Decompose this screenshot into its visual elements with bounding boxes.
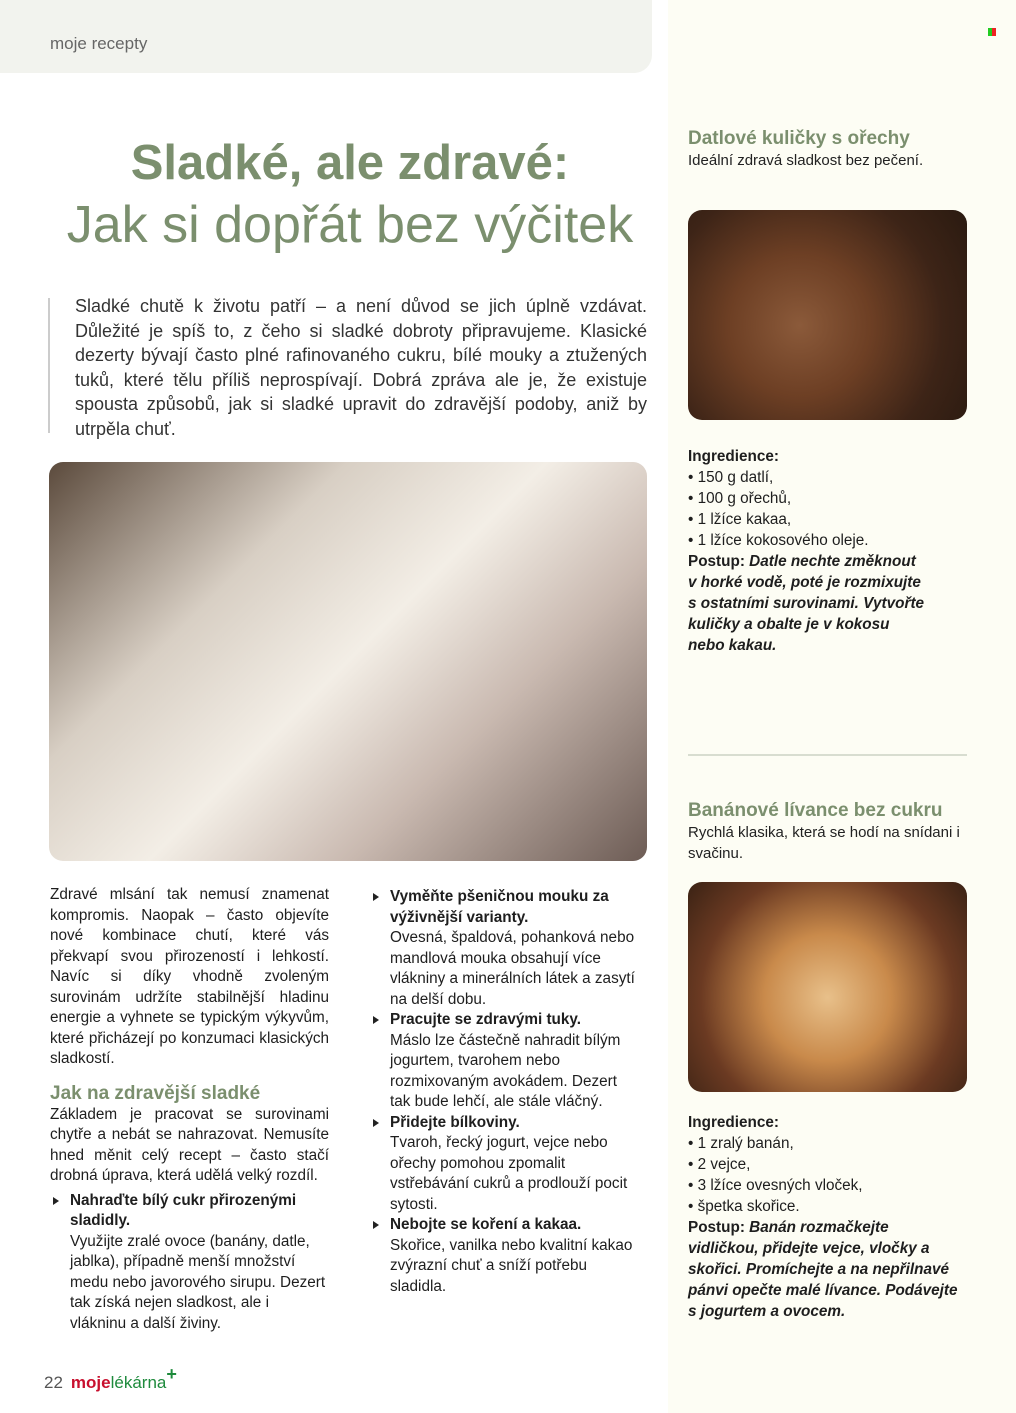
ingredient: • 3 lžíce ovesných vloček,: [688, 1177, 863, 1194]
method-label: Postup:: [688, 553, 745, 570]
brand-logo: mojelékárna+: [70, 1364, 177, 1392]
column-left: [50, 885, 329, 1334]
ingredients-label: Ingredience:: [688, 448, 779, 465]
ingredients-label: Ingredience:: [688, 1114, 779, 1131]
ingredient: • 1 lžíce kokosového oleje.: [688, 532, 869, 549]
tip-title: Nahraďte bílý cukr přirozenými sladidly.: [70, 1191, 297, 1229]
method-text: Banán rozmačkejte vidličkou, přidejte vejce, vločky a skořici. Promíchejte a na nepřilnavé pánvi opečte malé lívance. Podávejte s jogurtem a ovocem.: [688, 1219, 958, 1320]
page-number: 22: [44, 1373, 63, 1392]
page-footer: [44, 1364, 177, 1393]
tip-item: [370, 887, 640, 1010]
tip-text: Máslo lze částečně nahradit bílým jogurtem, tvarohem nebo rozmixovaným avokádem. Dezert tak bude lehčí, ale stále vláčný.: [390, 1031, 621, 1110]
recipe-divider: [688, 754, 967, 756]
ingredient: • 1 lžíce kakaa,: [688, 511, 792, 528]
tip-title: Nebojte se koření a kakaa.: [390, 1216, 582, 1233]
ingredient: • 100 g ořechů,: [688, 490, 792, 507]
method-label: Postup:: [688, 1219, 745, 1236]
recipe-subtitle: Rychlá klasika, která se hodí na snídani i svačinu.: [688, 824, 960, 862]
tip-text: Využijte zralé ovoce (banány, datle, jablka), případně menší množství medu nebo javorového sirupu. Dezert tak získá nejen sladkost, ale i vlákninu a další živiny.: [70, 1232, 326, 1332]
tip-item: [370, 1113, 640, 1216]
sub-paragraph: Základem je pracovat se surovinami chytře a nebát se nahrazovat. Nemusíte hned měnit celý recept – často stačí drobná úprava, která udělá velký rozdíl.: [50, 1105, 329, 1184]
tip-item: [370, 1010, 640, 1113]
date-balls-photo: [688, 210, 967, 420]
plus-icon: +: [166, 1364, 177, 1384]
tip-text: Tvaroh, řecký jogurt, vejce nebo ořechy pomohou zpomalit vstřebávání cukrů a prodlouží pocit sytosti.: [390, 1134, 628, 1213]
mother-daughter-baking-photo: [49, 462, 647, 861]
ingredient: • 1 zralý banán,: [688, 1135, 794, 1152]
ingredient: • 150 g datlí,: [688, 469, 774, 486]
recipe-subtitle: Ideální zdravá sladkost bez pečení.: [688, 152, 924, 169]
recipe-title: Banánové lívance bez cukru: [688, 800, 943, 821]
method-text: Datle nechte změknout v horké vodě, poté je rozmixujte s ostatními surovinami. Vytvořte kuličky a obalte je v kokosu nebo kakau.: [688, 553, 925, 654]
article-title: Sladké, ale zdravé:: [130, 136, 570, 190]
tip-text: Ovesná, špaldová, pohanková nebo mandlová mouka obsahují více vlákniny a minerálních látek a zasytí na delší dobu.: [390, 929, 635, 1008]
ingredient: • špetka skořice.: [688, 1198, 800, 1215]
lead-paragraph: Sladké chutě k životu patří – a není důvod se jich úplně vzdávat. Důležité je spíš to, z čeho si sladké dobroty připravujeme. Klasické dezerty bývají často plné rafinovaného cukru, bílé mouky a ztužených tuků, které tělu příliš neprospívají. Dobrá zpráva ale je, že existuje spousta způsobů, jak si sladké upravit do zdravější podoby, aniž by utrpěla chuť.: [75, 296, 647, 439]
subheading: Jak na zdravější sladké: [50, 1082, 261, 1104]
color-marker-icon: [988, 28, 996, 36]
tip-text: Skořice, vanilka nebo kvalitní kakao zvýrazní chuť a sníží potřebu sladidla.: [390, 1236, 633, 1295]
tip-item: [370, 1215, 640, 1297]
recipe-body: [688, 1112, 963, 1322]
recipe-title: Datlové kuličky s ořechy: [688, 128, 910, 149]
banana-pancakes-photo: [688, 882, 967, 1092]
ingredient: • 2 vejce,: [688, 1156, 751, 1173]
lead-accent-bar: [48, 298, 50, 433]
tip-item: [50, 1191, 329, 1335]
article-subtitle: Jak si dopřát bez výčitek: [66, 196, 634, 254]
section-label: moje recepty: [50, 34, 148, 53]
tip-title: Přidejte bílkoviny.: [390, 1113, 520, 1131]
tip-title: Vyměňte pšeničnou mouku za výživnější varianty.: [390, 888, 609, 926]
recipe-header: [688, 128, 973, 171]
intro-paragraph: Zdravé mlsání tak nemusí znamenat kompromis. Naopak – často objevíte nové kombinace chutí, které vás překvapí svou přirozeností i lehkostí. Navíc si díky vhodně zvoleným surovinám udržíte stabilnější hladinu energie a vyhnete se typickým výkyvům, které přicházejí po konzumaci klasických sladkostí.: [50, 886, 329, 1067]
recipe-header: [688, 800, 973, 864]
column-middle: [370, 887, 640, 1297]
tip-title: Pracujte se zdravými tuky.: [390, 1011, 582, 1028]
recipe-body: [688, 446, 928, 656]
